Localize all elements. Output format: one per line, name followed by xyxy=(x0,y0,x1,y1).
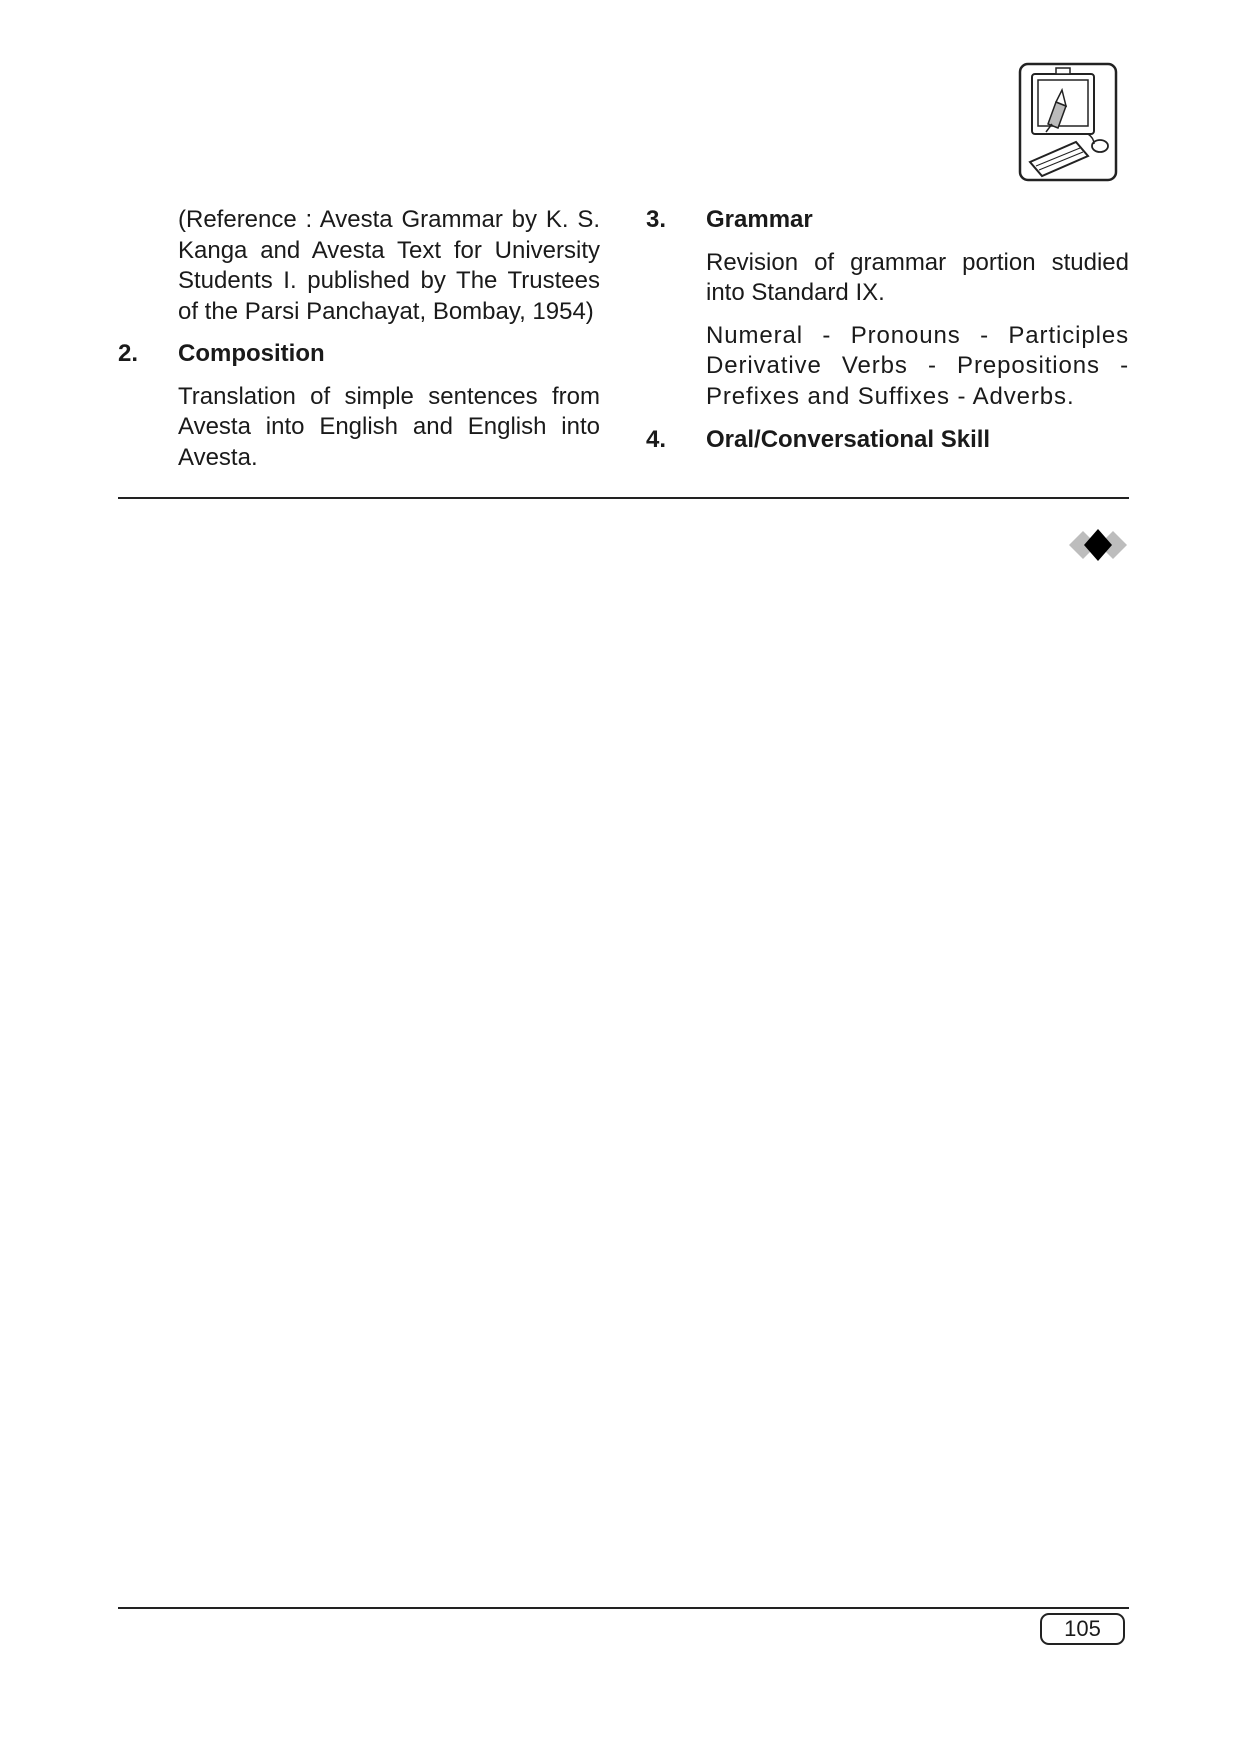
grammar-revision-text: Revision of grammar portion studied into Standard IX. xyxy=(706,248,1129,306)
section-composition-heading xyxy=(118,339,600,370)
grammar-topics-text: Numeral - Pronouns - Participles Derivative Verbs - Prepositions - Prefixes and Suffixes - Adverbs. xyxy=(706,321,1129,410)
diamond-ornament-icon xyxy=(1067,526,1129,564)
footer-divider xyxy=(118,1607,1129,1609)
section-grammar-heading xyxy=(646,205,1129,236)
section-title: Composition xyxy=(178,340,325,367)
section-number: 4. xyxy=(646,426,667,453)
computer-drawing-icon xyxy=(1018,62,1118,182)
section-oral-heading xyxy=(646,425,1129,456)
section-divider xyxy=(118,497,1129,499)
right-column xyxy=(646,205,1129,456)
left-column xyxy=(118,205,600,473)
section-title: Oral/Conversational Skill xyxy=(706,426,991,453)
section-number: 3. xyxy=(646,206,667,233)
reference-note: (Reference : Avesta Grammar by K. S. Kanga and Avesta Text for University Students I. published by The Trustees of the Parsi Panchayat, Bombay, 1954) xyxy=(178,206,600,325)
section-title: Grammar xyxy=(706,206,813,233)
section-number: 2. xyxy=(118,340,139,367)
page-number: 105 xyxy=(1040,1613,1125,1645)
composition-description: Translation of simple sentences from Avesta into English and English into Avesta. xyxy=(178,382,600,471)
